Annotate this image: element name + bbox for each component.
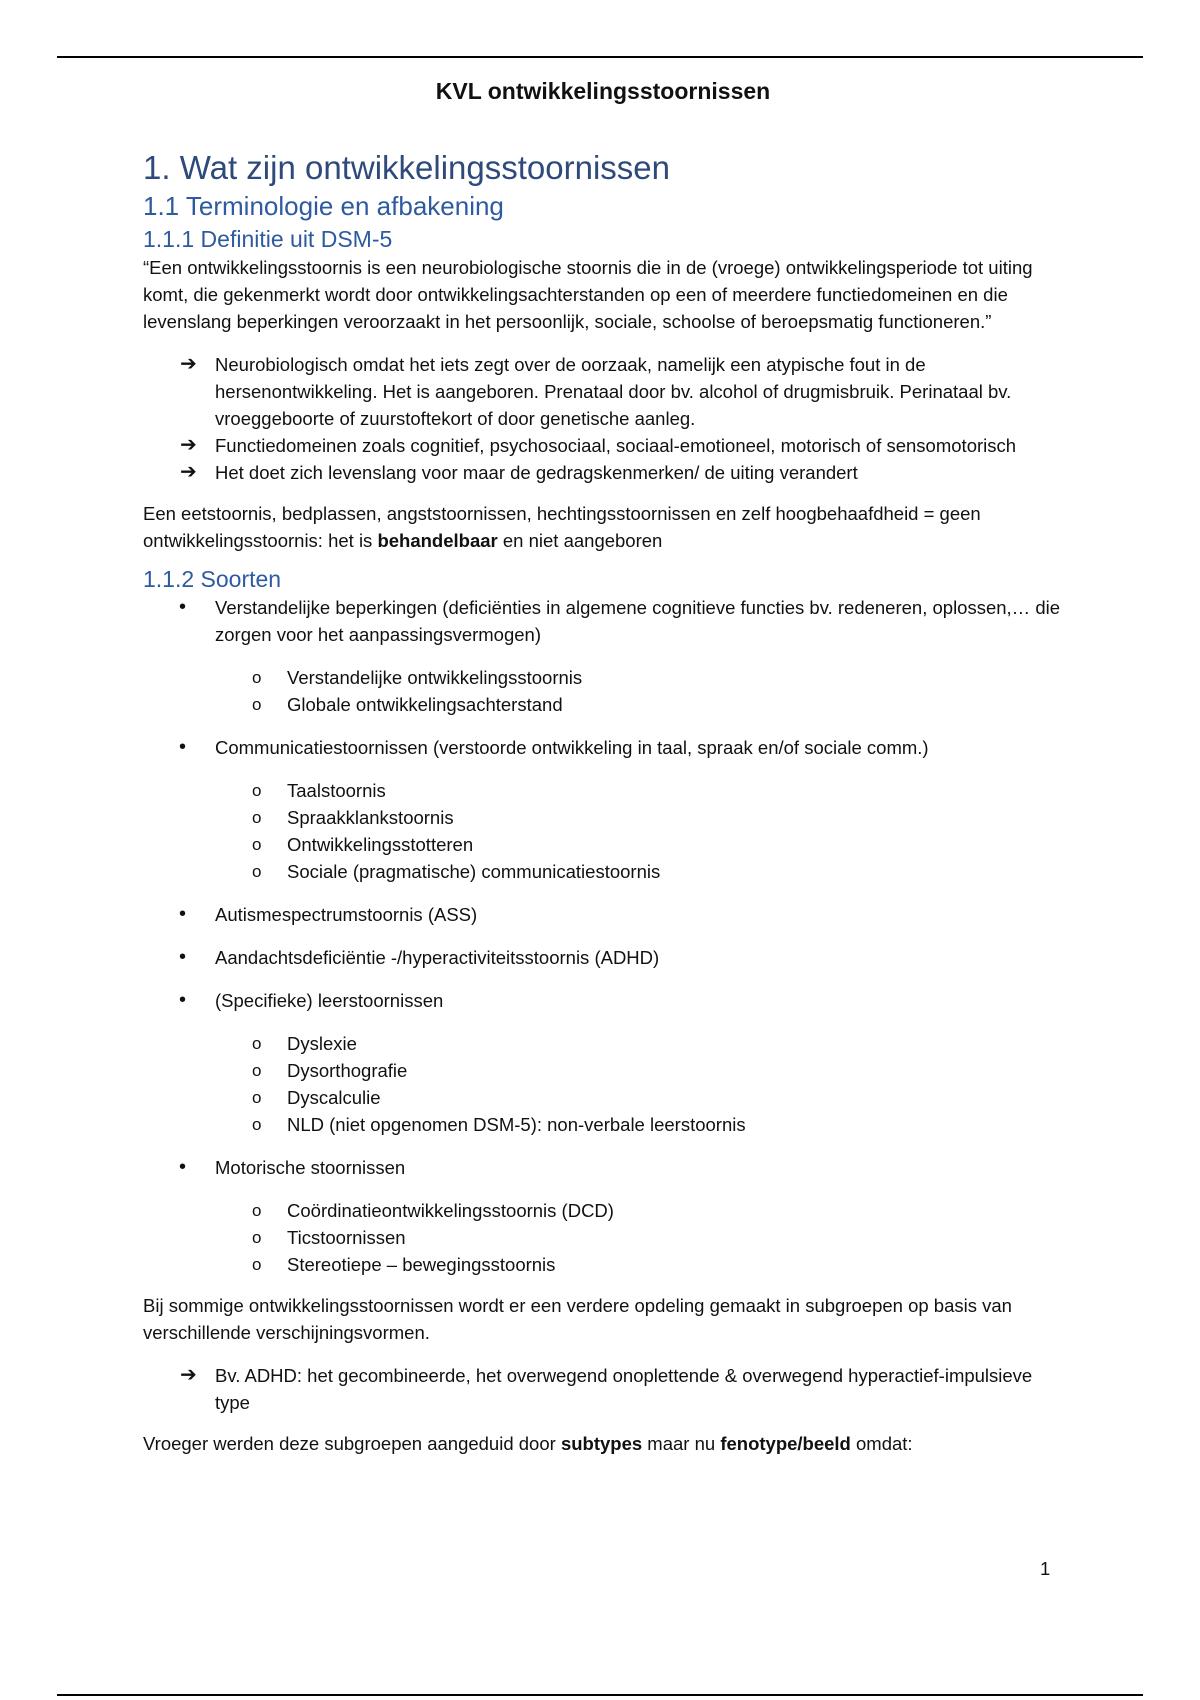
soorten-sublist <box>143 664 1063 718</box>
paragraph-text: maar nu <box>642 1433 721 1454</box>
sub-item <box>143 1224 1063 1251</box>
vroeger-paragraph <box>143 1430 1063 1457</box>
soorten-item-label: (Specifieke) leerstoornissen <box>215 990 444 1011</box>
bullet-icon: • <box>179 596 187 618</box>
bullet-icon: • <box>179 736 187 758</box>
sub-item-text: Dysorthografie <box>287 1060 408 1081</box>
sub-item <box>143 1057 1063 1084</box>
sub-item-text: Verstandelijke ontwikkelingsstoornis <box>287 667 583 688</box>
heading-1-1: 1.1 Terminologie en afbakening <box>143 191 504 221</box>
soorten-item <box>143 901 1063 928</box>
bullet-icon: • <box>179 989 187 1011</box>
paragraph-text: en niet aangeboren <box>497 530 663 551</box>
bullet-icon: • <box>179 1156 187 1178</box>
soorten-sublist <box>143 777 1063 885</box>
document-page <box>143 70 1063 1457</box>
arrow-item <box>143 459 1063 486</box>
soorten-list <box>143 594 1063 1278</box>
sub-item <box>143 691 1063 718</box>
soorten-item <box>143 1154 1063 1181</box>
circle-bullet-icon: o <box>252 781 262 800</box>
header-rule <box>57 56 1143 58</box>
sub-item-text: Globale ontwikkelingsachterstand <box>287 694 563 715</box>
circle-bullet-icon: o <box>252 695 262 714</box>
document-title: KVL ontwikkelingsstoornissen <box>435 78 771 104</box>
sub-item-text: Sociale (pragmatische) communicatiestoornis <box>287 861 661 882</box>
circle-bullet-icon: o <box>252 862 262 881</box>
soorten-item-label: Motorische stoornissen <box>215 1157 406 1178</box>
soorten-item <box>143 987 1063 1014</box>
sub-item <box>143 831 1063 858</box>
sub-item <box>143 1030 1063 1057</box>
circle-bullet-icon: o <box>252 1088 262 1107</box>
sub-item <box>143 858 1063 885</box>
soorten-item-label: Autismespectrumstoornis (ASS) <box>215 904 478 925</box>
arrow-item-text: Neurobiologisch omdat het iets zegt over de oorzaak, namelijk een atypische fout in de hersenontwikkeling. Het is aangeboren. Prenataal door bv. alcohol of drugmisbruik. Perinataal bv. vroeggeboorte of zuurstoftekort of door genetische aanleg. <box>215 354 1012 429</box>
soorten-item-label: Verstandelijke beperkingen (deficiënties in algemene cognitieve functies bv. redeneren, oplossen,… die zorgen voor het aanpassingsvermogen) <box>215 597 1061 645</box>
arrow-item-text: Functiedomeinen zoals cognitief, psychosociaal, sociaal-emotioneel, motorisch of sensomotorisch <box>215 435 1017 456</box>
definition-quote: “Een ontwikkelingsstoornis is een neurobiologische stoornis die in de (vroege) ontwikkelingsperiode tot uiting komt, die gekenmerkt wordt door ontwikkelingsachterstanden op een of meerdere functiedomeinen en die levenslang beperkingen veroorzaakt in het persoonlijk, sociale, schoolse of beroepsmatig functioneren.” <box>143 257 1033 332</box>
arrow-icon: ➔ <box>180 461 197 483</box>
soorten-item <box>143 594 1063 648</box>
sub-item <box>143 777 1063 804</box>
sub-item-text: Taalstoornis <box>287 780 386 801</box>
sub-item-text: Stereotiepe – bewegingsstoornis <box>287 1254 556 1275</box>
sub-item <box>143 804 1063 831</box>
heading-1-1-2: 1.1.2 Soorten <box>143 566 282 592</box>
not-developmental-paragraph <box>143 500 1063 554</box>
footer-rule <box>57 1694 1143 1696</box>
bold-term: fenotype/beeld <box>720 1433 851 1454</box>
arrow-item <box>143 1362 1063 1416</box>
circle-bullet-icon: o <box>252 1115 262 1134</box>
sub-item-text: Ticstoornissen <box>287 1227 406 1248</box>
sub-item <box>143 664 1063 691</box>
paragraph-text: omdat: <box>850 1433 913 1454</box>
sub-item <box>143 1111 1063 1138</box>
soorten-item <box>143 944 1063 971</box>
circle-bullet-icon: o <box>252 1228 262 1247</box>
sub-item-text: Dyscalculie <box>287 1087 381 1108</box>
sub-item-text: Spraakklankstoornis <box>287 807 454 828</box>
arrow-icon: ➔ <box>180 1364 197 1386</box>
heading-1-1-1: 1.1.1 Definitie uit DSM-5 <box>143 226 393 252</box>
circle-bullet-icon: o <box>252 668 262 687</box>
soorten-sublist <box>143 1030 1063 1138</box>
sub-item-text: NLD (niet opgenomen DSM-5): non-verbale leerstoornis <box>287 1114 746 1135</box>
paragraph-text: Vroeger werden deze subgroepen aangeduid door <box>143 1433 561 1454</box>
bullet-icon: • <box>179 946 187 968</box>
arrow-item-text: Bv. ADHD: het gecombineerde, het overwegend onoplettende & overwegend hyperactief-impulsieve type <box>215 1365 1033 1413</box>
sub-item <box>143 1197 1063 1224</box>
arrow-item <box>143 432 1063 459</box>
bold-term: subtypes <box>560 1433 643 1454</box>
sub-item-text: Ontwikkelingsstotteren <box>287 834 474 855</box>
adhd-arrow-list <box>143 1362 1063 1416</box>
soorten-item-label: Communicatiestoornissen (verstoorde ontwikkeling in taal, spraak en/of sociale comm.) <box>215 737 929 758</box>
definition-arrow-list <box>143 351 1063 486</box>
page-number: 1 <box>1040 1558 1051 1579</box>
sub-item <box>143 1084 1063 1111</box>
sub-item-text: Dyslexie <box>287 1033 357 1054</box>
circle-bullet-icon: o <box>252 1034 262 1053</box>
arrow-icon: ➔ <box>180 434 197 456</box>
circle-bullet-icon: o <box>252 1201 262 1220</box>
circle-bullet-icon: o <box>252 835 262 854</box>
arrow-icon: ➔ <box>180 353 197 375</box>
bold-term: behandelbaar <box>377 530 498 551</box>
bullet-icon: • <box>179 903 187 925</box>
circle-bullet-icon: o <box>252 1255 262 1274</box>
sub-item-text: Coördinatieontwikkelingsstoornis (DCD) <box>287 1200 614 1221</box>
sub-item <box>143 1251 1063 1278</box>
circle-bullet-icon: o <box>252 808 262 827</box>
arrow-item-text: Het doet zich levenslang voor maar de gedragskenmerken/ de uiting verandert <box>215 462 858 483</box>
soorten-item <box>143 734 1063 761</box>
soorten-item-label: Aandachtsdeficiëntie -/hyperactiviteitsstoornis (ADHD) <box>215 947 660 968</box>
circle-bullet-icon: o <box>252 1061 262 1080</box>
paragraph-text: Een eetstoornis, bedplassen, angststoornissen, hechtingsstoornissen en zelf hoogbehaafdheid = geen ontwikkelingsstoornis: het is <box>143 503 981 551</box>
arrow-item <box>143 351 1063 432</box>
heading-1: 1. Wat zijn ontwikkelingsstoornissen <box>143 149 671 186</box>
subgroups-paragraph: Bij sommige ontwikkelingsstoornissen wordt er een verdere opdeling gemaakt in subgroepen op basis van verschillende verschijningsvormen. <box>143 1295 1012 1343</box>
soorten-sublist <box>143 1197 1063 1278</box>
